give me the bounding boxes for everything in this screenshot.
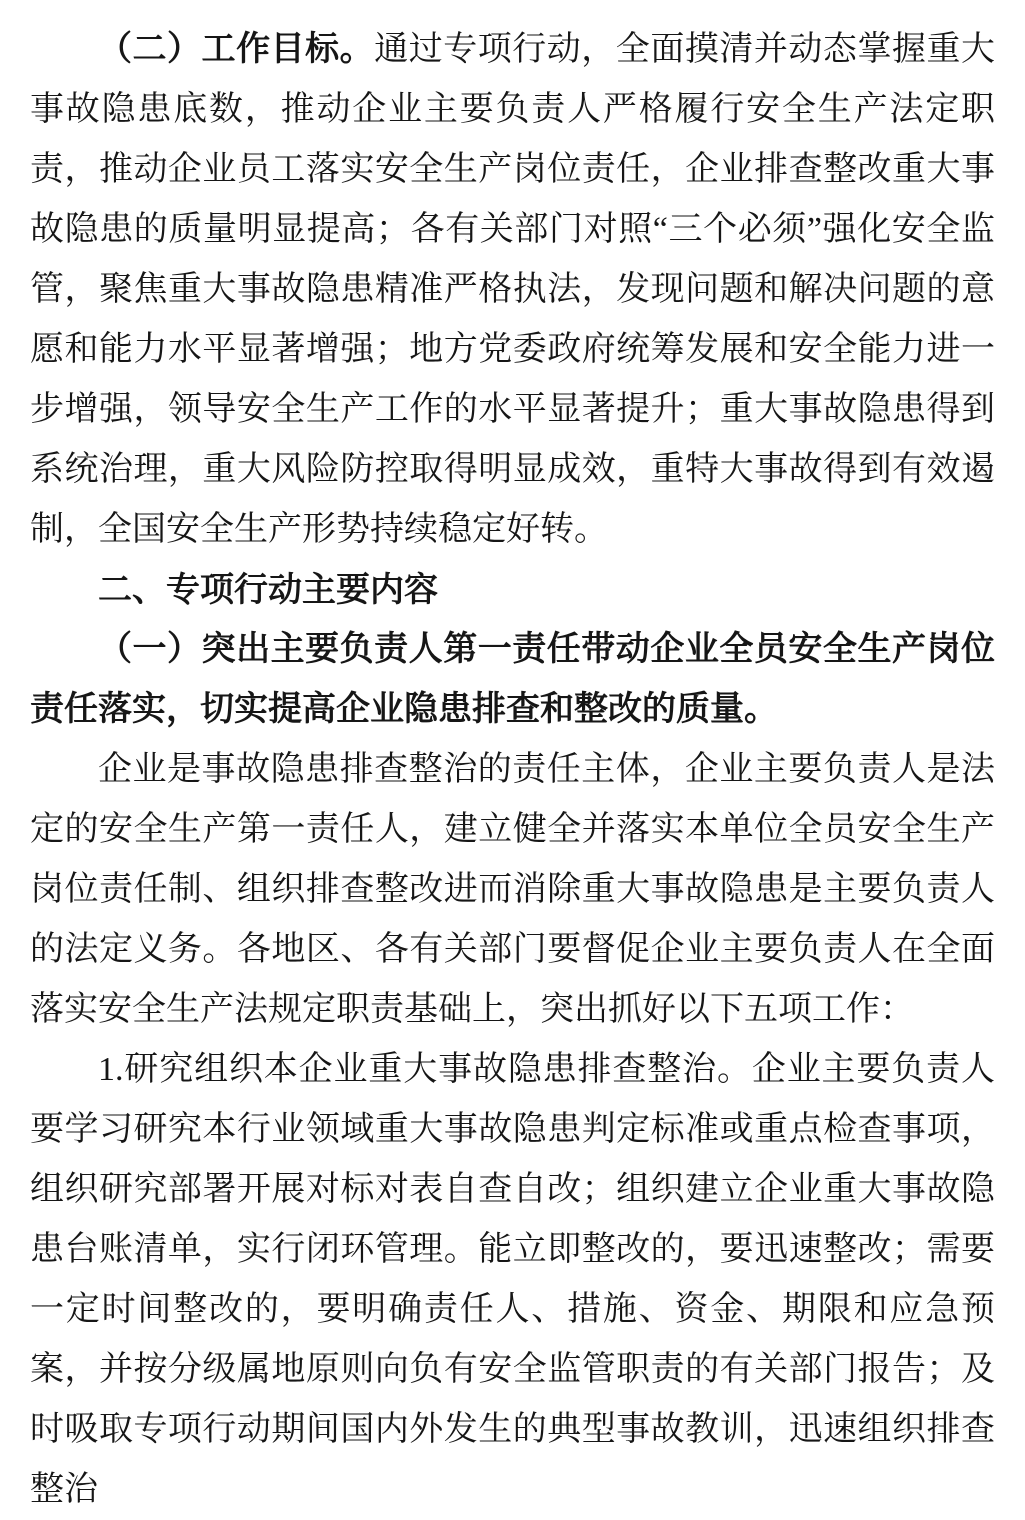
section-heading-main-content: 二、专项行动主要内容 (98, 571, 438, 609)
paragraph-task-1: 1.研究组织本企业重大事故隐患排查整治。企业主要负责人要学习研究本行业领域重大事故隐患判定标准或重点检查事项，组织研究部署开展对标对表自查自改；组织建立企业重大事故隐患台账清单，实行闭环管理。能立即整改的，要迅速整改；需要一定时间整改的，要明确责任人、措施、资金、期限和应急预案，并按分级属地原则向负有安全监管职责的有关部门报告；及时吸取专项行动期间国内外发生的典型事故教训，迅速组织排查整治 (30, 1051, 995, 1508)
paragraph-enterprise-responsibility: 企业是事故隐患排查整治的责任主体，企业主要负责人是法定的安全生产第一责任人，建立健全并落实本单位全员安全生产岗位责任制、组织排查整改进而消除重大事故隐患是主要负责人的法定义务。各地区、各有关部门要督促企业主要负责人在全面落实安全生产法规定职责基础上，突出抓好以下五项工作： (30, 751, 995, 1028)
subsection-heading-responsibility: （一）突出主要负责人第一责任带动企业全员安全生产岗位责任落实，切实提高企业隐患排查和整改的质量。 (30, 631, 995, 728)
paragraph-work-goals-lead: （二）工作目标。 (98, 31, 375, 68)
paragraph-work-goals-text: 通过专项行动，全面摸清并动态掌握重大事故隐患底数，推动企业主要负责人严格履行安全生产法定职责，推动企业员工落实安全生产岗位责任，企业排查整改重大事故隐患的质量明显提高；各有关部门对照“三个必须”强化安全监管，聚焦重大事故隐患精准严格执法，发现问题和解决问题的意愿和能力水平显著增强；地方党委政府统筹发展和安全能力进一步增强，领导安全生产工作的水平显著提升；重大事故隐患得到系统治理，重大风险防控取得明显成效，重特大事故得到有效遏制，全国安全生产形势持续稳定好转。 (30, 31, 996, 548)
paragraph-work-goals (30, 20, 995, 560)
